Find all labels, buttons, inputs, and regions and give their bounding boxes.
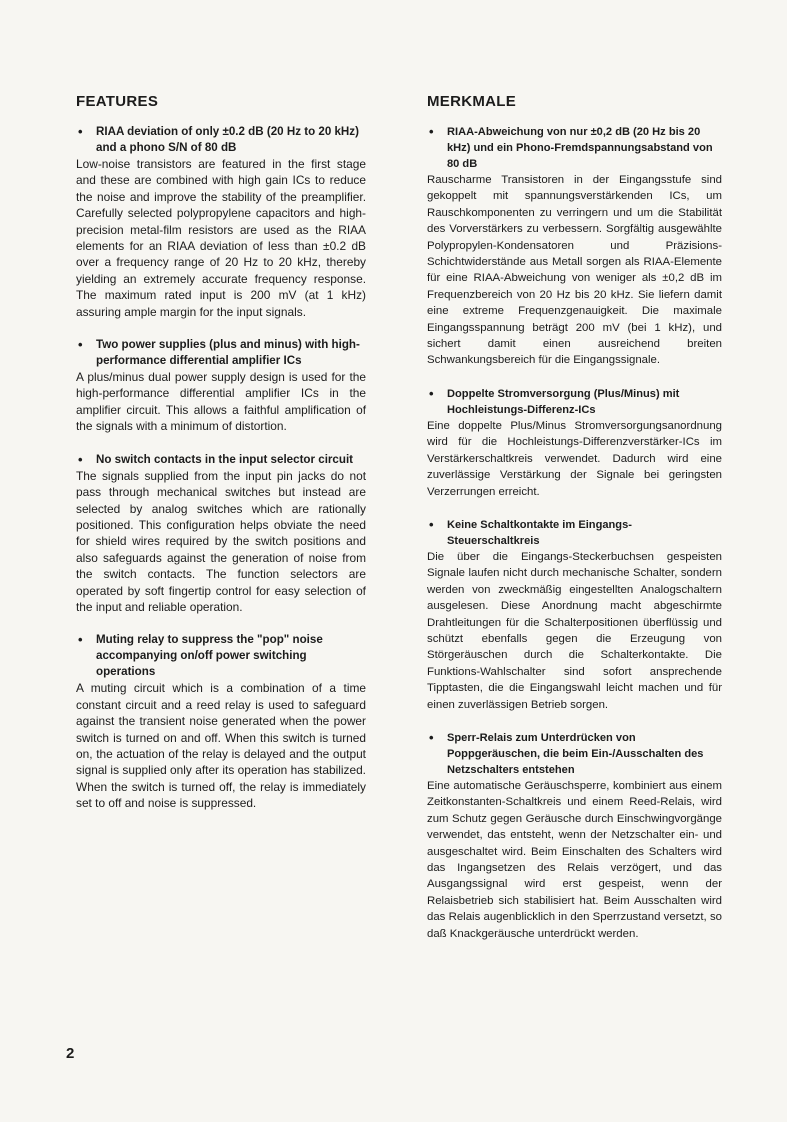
feature-switch-contacts-body: The signals supplied from the input pin jacks do not pass through mechanical switches but instead are selected by analog switches which are rationally positioned. This configuration helps obviate the need for shield wires required by the switch positions and also safeguards against the generation of noise from the switch contacts. The function selectors are operated by soft fingertip control for easy selection of the input and reliable operation. [76,468,366,614]
merkmal-sperr-relais-title: • Sperr-Relais zum Unterdrücken von Poppgeräuschen, die beim Ein-/Ausschalten des Netzschalters entstehen [427,730,722,778]
merkmal-schaltkontakte [427,517,722,713]
merkmale-column [427,86,722,959]
feature-muting-relay-body: A muting circuit which is a combination of a time constant circuit and a reed relay is used to safeguard against the transient noise generated when the power switch is turned on and off. When this switch is turned on, the actuation of the relay is delayed and the output signal is supplied only after its operation has stabilized. When the switch is turned off, the relay is immediately set to off and noise is suppressed. [76,681,366,811]
merkmal-schaltkontakte-title: • Keine Schaltkontakte im Eingangs-Steuerschaltkreis [427,517,722,549]
feature-switch-contacts [76,452,366,616]
feature-power-supplies-title: • Two power supplies (plus and minus) with high-performance differential amplifier ICs [76,337,366,369]
merkmal-riaa-body: Rauscharme Transistoren in der Eingangsstufe sind gekoppelt mit spannungsverstärkenden ICs, um Rauschkomponenten zu verringern und um die Stabilität des Vorverstärkers zu verbessern. Sorgfältig ausgewählte Polypropylen-Kondensatoren und Präzisions-Schichtwiderstände aus Metall sorgen als RIAA-Elemente für eine RIAA-Abweichung von weniger als ±0,2 dB im Frequenzbereich von 20 Hz bis 20 kHz. Sie liefern damit eine extreme Frequenzgenauigkeit. Die maximale Eingangsspannung beträgt 200 mV (bei 1 kHz), und sichert damit einen ausreichend breiten Schwankungsbereich für die Eingangssignale. [427,174,722,367]
feature-power-supplies [76,337,366,435]
merkmal-stromversorgung-title: • Doppelte Stromversorgung (Plus/Minus) mit Hochleistungs-Differenz-ICs [427,386,722,418]
feature-riaa [76,124,366,320]
merkmale-heading: MERKMALE [427,93,517,110]
features-column [76,86,366,829]
features-heading: FEATURES [76,93,159,110]
feature-riaa-body: Low-noise transistors are featured in the first stage and these are combined with high gain ICs to reduce the noise and improve the stability of the preamplifier. Carefully selected polypropylene capacitors and high-precision metal-film resistors are used as the RIAA elements for an RIAA deviation of less than ±0.2 dB over a frequency range of 20 Hz to 20 kHz, thereby yielding an extremely accurate frequency response. The maximum rated input is 200 mV (at 1 kHz) assuring ample margin for the input signals. [76,157,366,319]
page-number: 2 [66,1045,75,1062]
merkmal-stromversorgung-body: Eine doppelte Plus/Minus Stromversorgungsanordnung wird für die Hochleistungs-Differenzverstärker-ICs im Verstärkerschaltkreis verwendet. Dadurch wird eine zuverlässige Verstärkung der Signale bei geringsten Verzerrungen erreicht. [427,419,722,498]
merkmal-stromversorgung [427,386,722,500]
feature-power-supplies-body: A plus/minus dual power supply design is used for the high-performance differential amplifier ICs in the amplifier circuit. This allows a faithful amplification of the signals with a minimum of distortion. [76,370,366,434]
feature-muting-relay-title: • Muting relay to suppress the "pop" noise accompanying on/off power switching operations [76,632,366,680]
feature-muting-relay [76,632,366,811]
feature-switch-contacts-title: • No switch contacts in the input selector circuit [76,452,366,468]
merkmal-schaltkontakte-body: Die über die Eingangs-Steckerbuchsen gespeisten Signale laufen nicht durch mechanische Schalter, sondern werden von zweckmäßig eingestellten Analogschaltern ausgelesen. Diese Anordnung macht abgeschirmte Drahtleitungen für die Schalterpositionen überflüssig und schützt ebenfalls gegen die Erzeugung von Störgeräuschen durch die Schalterkontakte. Die Funktions-Wahlschalter sind sofort ansprechende Tipptasten, die die Eingangswahl leicht machen und für einen zuverlässigen Betrieb sorgen. [427,550,722,711]
merkmal-sperr-relais [427,730,722,942]
feature-riaa-title: • RIAA deviation of only ±0.2 dB (20 Hz to 20 kHz) and a phono S/N of 80 dB [76,124,366,156]
merkmal-riaa-title: • RIAA-Abweichung von nur ±0,2 dB (20 Hz bis 20 kHz) und ein Phono-Fremdspannungsabstand von 80 dB [427,124,722,172]
merkmal-sperr-relais-body: Eine automatische Geräuschsperre, kombiniert aus einem Zeitkonstanten-Schaltkreis und einem Reed-Relais, wird zum Schutz gegen Geräusche durch Einschwingvorgänge verwendet, das entsteht, wenn der Netzschalter ein- und ausgeschaltet wird. Beim Einschalten des Schalters wird das Ingangsetzen des Relais verzögert, und das Ausgangssignal wird erst gespeist, wenn der Relaisbetrieb sich stabilisiert hat. Beim Ausschalten wird das Relais augenblicklich in den Sperrzustand versetzt, so daß Knackgeräusche unterdrückt werden. [427,779,722,940]
merkmal-riaa [427,124,722,369]
